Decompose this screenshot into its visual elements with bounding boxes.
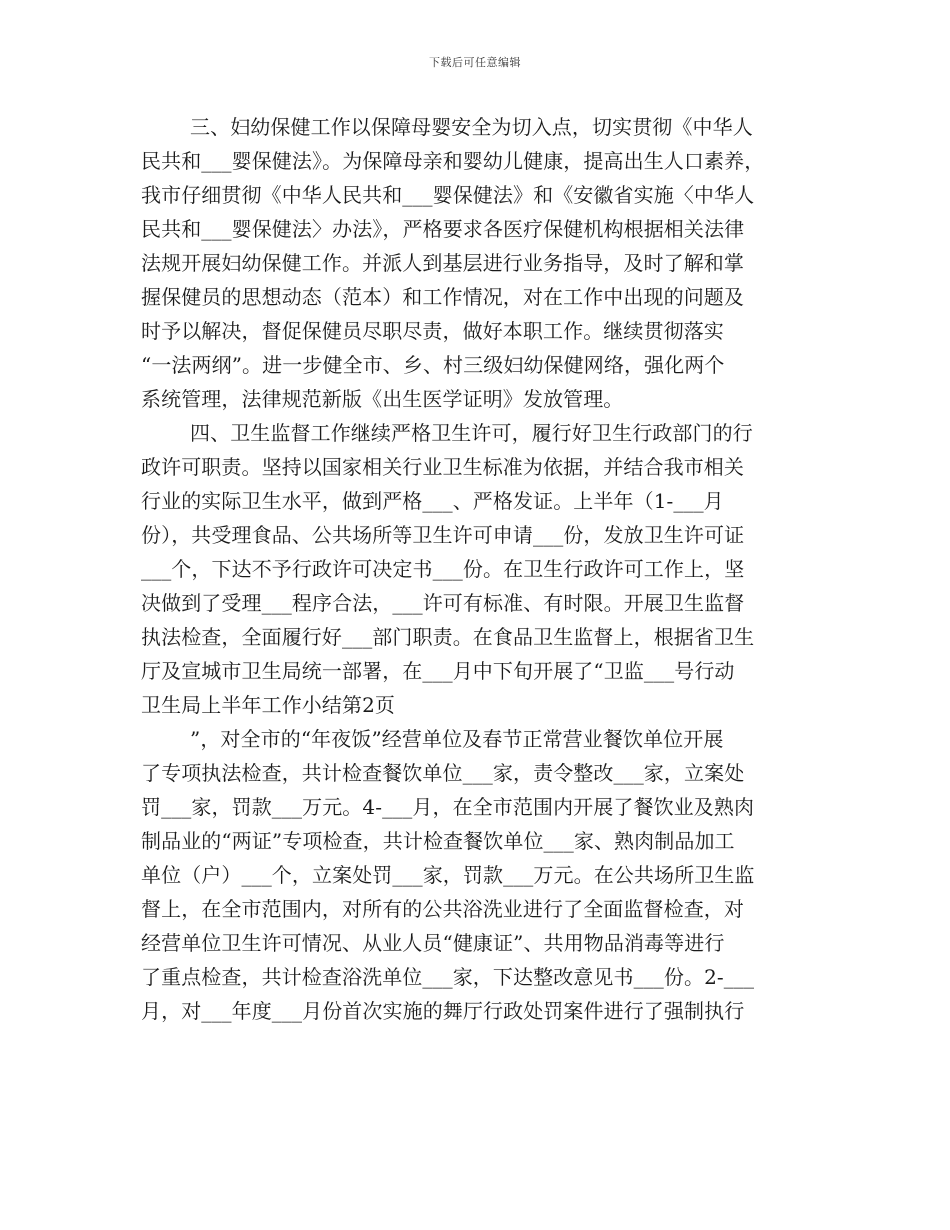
text-line: 民共和___婴保健法〉办法》，严格要求各医疗保健机构根据相关法律: [141, 217, 745, 241]
text-line: 决做到了受理___程序合法，___许可有标准、有时限。开展卫生监督: [141, 591, 745, 615]
text-line: 四、卫生监督工作继续严格卫生许可，履行好卫生行政部门的行: [190, 421, 753, 445]
text-line: 督上，在全市范围内，对所有的公共浴洗业进行了全面监督检查，对: [141, 897, 744, 921]
text-line: 制品业的“两证”专项检查，共计检查餐饮单位___家、熟肉制品加工: [141, 829, 735, 853]
text-line: ___个，下达不予行政许可决定书___份。在卫生行政许可工作上，坚: [141, 557, 745, 581]
page-footer-title: 卫生局上半年工作小结第2页: [141, 693, 396, 717]
text-line: 了重点检查，共计检查浴洗单位___家，下达整改意见书___份。2-___: [141, 965, 755, 989]
text-line: 月，对___年度___月份首次实施的舞厅行政处罚案件进行了强制执行: [141, 999, 745, 1023]
page-header: 下载后可任意编辑: [429, 56, 521, 69]
text-line: “一法两纲”。进一步健全市、乡、村三级妇幼保健网络，强化两个: [141, 353, 725, 377]
text-line: 法规开展妇幼保健工作。并派人到基层进行业务指导，及时了解和掌: [141, 251, 744, 275]
text-line: 执法检查，全面履行好___部门职责。在食品卫生监督上，根据省卫生: [141, 625, 755, 649]
text-line: 握保健员的思想动态（范本）和工作情况，对在工作中出现的问题及: [141, 285, 744, 309]
text-line: 份），共受理食品、公共场所等卫生许可申请___份，发放卫生许可证: [141, 523, 745, 547]
text-line: 单位（户）___个，立案处罚___家，罚款___万元。在公共场所卫生监: [141, 863, 755, 887]
text-line: 时予以解决，督促保健员尽职尽责，做好本职工作。继续贯彻落实: [141, 319, 724, 343]
text-line: 了专项执法检查，共计检查餐饮单位___家，责令整改___家，立案处: [141, 761, 745, 785]
text-line: 经营单位卫生许可情况、从业人员“健康证”、共用物品消毒等进行: [141, 931, 725, 955]
text-line: 行业的实际卫生水平，做到严格___、严格发证。上半年（1-___月: [141, 489, 724, 513]
text-line: 民共和___婴保健法》。为保障母亲和婴幼儿健康，提高出生人口素养，: [141, 149, 765, 173]
text-line: 我市仔细贯彻《中华人民共和___婴保健法》和《安徽省实施〈中华人: [141, 183, 755, 207]
text-line: 政许可职责。坚持以国家相关行业卫生标准为依据，并结合我市相关: [141, 455, 744, 479]
text-line: ”，对全市的“年夜饭”经营单位及春节正常营业餐饮单位开展: [190, 727, 724, 751]
text-line: 厅及宣城市卫生局统一部署，在___月中下旬开展了“卫监___号行动: [141, 659, 735, 683]
text-line: 罚___家，罚款___万元。4-___月，在全市范围内开展了餐饮业及熟肉: [141, 795, 755, 819]
text-line: 系统管理，法律规范新版《出生医学证明》发放管理。: [141, 387, 624, 411]
text-line: 三、妇幼保健工作以保障母婴安全为切入点，切实贯彻《中华人: [190, 115, 753, 139]
